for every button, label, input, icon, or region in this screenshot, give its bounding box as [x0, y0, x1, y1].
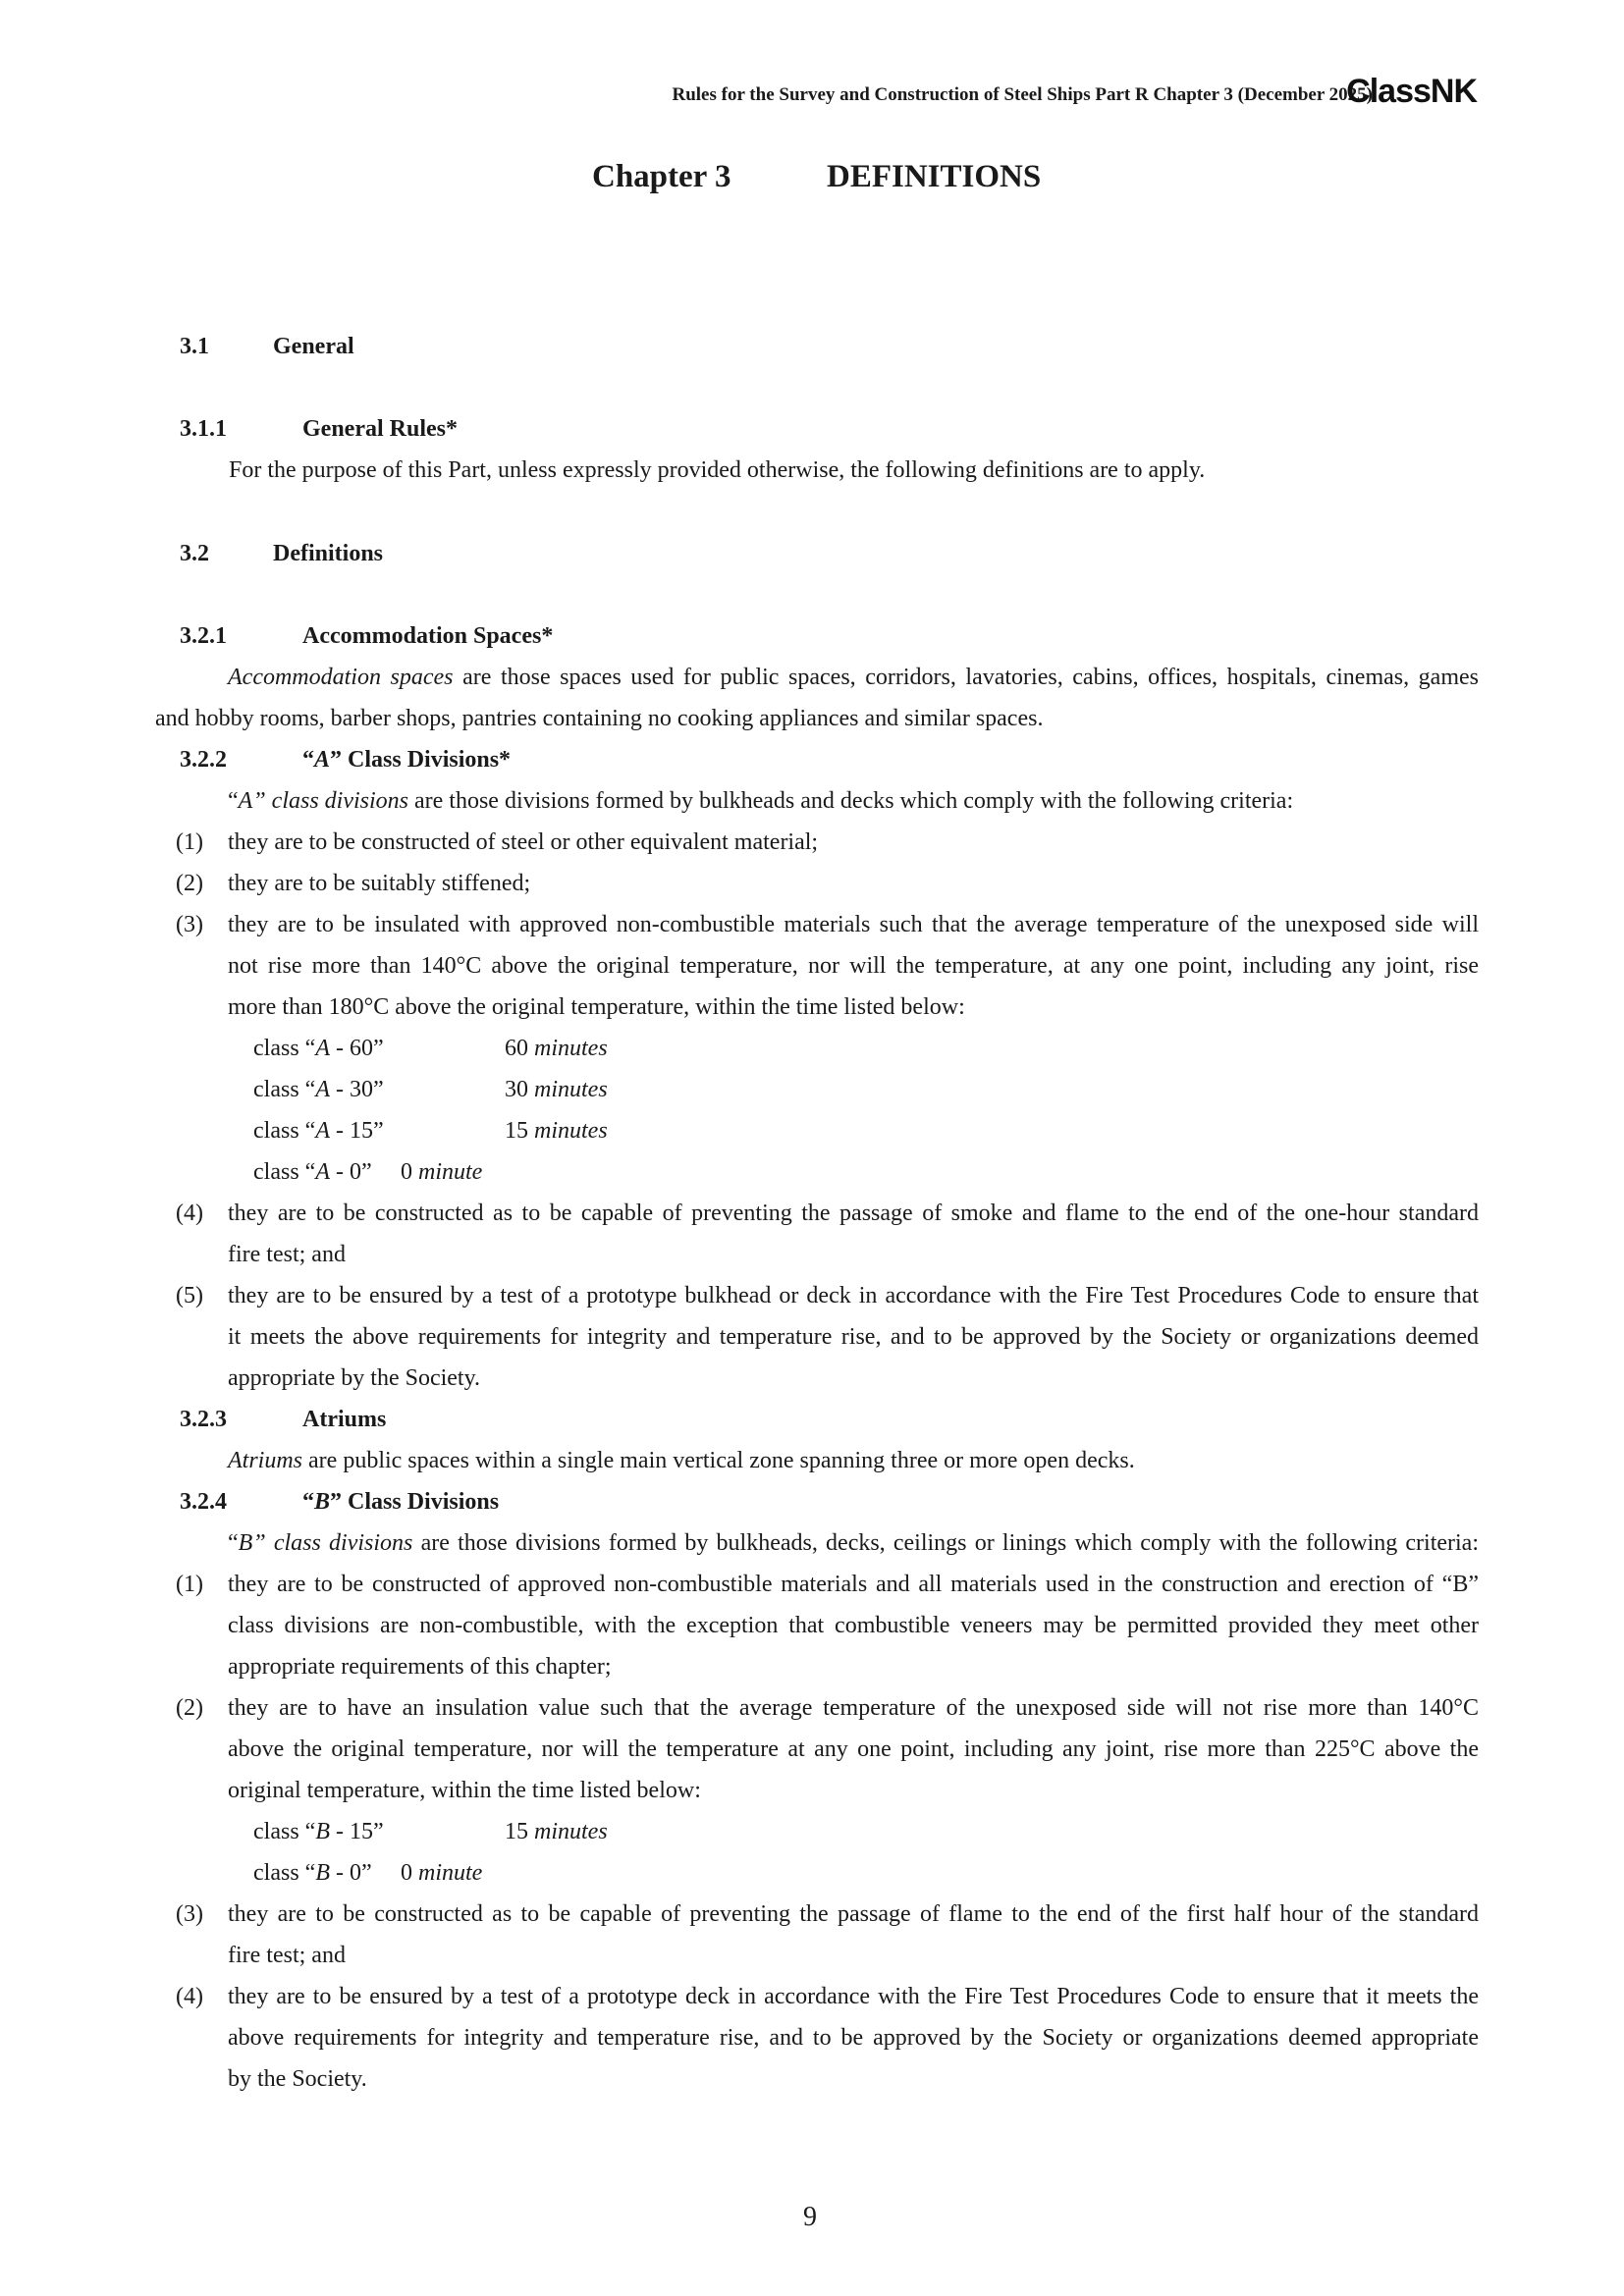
list-item-line: class divisions are non-combustible, with the exception that combustible veneers may be permitted provided they meet other	[228, 1613, 1479, 1638]
list-item-line: they are to be constructed of approved non-combustible materials and all materials used in the construction and erection of “B”	[228, 1572, 1479, 1597]
defined-term: Atriums	[228, 1448, 303, 1473]
class-label: class “B - 15”	[253, 1819, 384, 1844]
section-title: Definitions	[273, 541, 384, 566]
classnk-logo: ClassNK	[1346, 73, 1477, 110]
list-item-line: appropriate requirements of this chapter;	[228, 1654, 612, 1680]
class-label: class “A - 60”	[253, 1036, 384, 1061]
subsection-title: Atriums	[302, 1407, 387, 1432]
page-number: 9	[803, 2202, 817, 2232]
subsection-title: General Rules*	[302, 416, 458, 442]
subsection-number: 3.2.3	[180, 1407, 227, 1432]
class-label: class “B - 0”	[253, 1860, 372, 1886]
class-time: 30 minutes	[505, 1077, 608, 1102]
list-item-line: not rise more than 140°C above the original temperature, nor will the temperature, at any one point, including any joint, rise	[228, 953, 1479, 979]
list-item-line: appropriate by the Society.	[228, 1365, 481, 1391]
section-number: 3.2	[180, 541, 209, 566]
subsection-title: “B” Class Divisions	[302, 1489, 500, 1515]
list-number: (1)	[176, 1572, 203, 1597]
list-number: (2)	[176, 871, 203, 896]
class-label: class “A - 15”	[253, 1118, 384, 1144]
list-item-line: fire test; and	[228, 1943, 346, 1968]
class-time: 0 minute	[401, 1860, 483, 1886]
list-item-line: they are to be constructed as to be capable of preventing the passage of flame to the end of the first half hour of the standard	[228, 1901, 1479, 1927]
list-item-line: above requirements for integrity and temperature rise, and to be approved by the Society or organizations deemed appropriate	[228, 2025, 1479, 2051]
subsection-number: 3.1.1	[180, 416, 227, 442]
paragraph: “A” class divisions are those divisions formed by bulkheads and decks which comply with the following criteria:	[228, 788, 1294, 814]
class-time: 60 minutes	[505, 1036, 608, 1061]
defined-term: Accommodation spaces	[228, 665, 454, 690]
subsection-number: 3.2.4	[180, 1489, 227, 1515]
list-item-line: more than 180°C above the original temperature, within the time listed below:	[228, 994, 965, 1020]
subsection-number: 3.2.2	[180, 747, 227, 773]
subsection-number: 3.2.1	[180, 623, 227, 649]
list-item-line: original temperature, within the time listed below:	[228, 1778, 701, 1803]
subsection-title: Accommodation Spaces*	[302, 623, 554, 649]
list-number: (2)	[176, 1695, 203, 1721]
chapter-title: DEFINITIONS	[827, 159, 1042, 194]
list-item-line: they are to be insulated with approved non-combustible materials such that the average temperature of the unexposed side will	[228, 912, 1479, 937]
paragraph-line: and hobby rooms, barber shops, pantries containing no cooking appliances and similar spaces.	[155, 706, 1044, 731]
list-item-line: by the Society.	[228, 2066, 367, 2092]
list-item: they are to be suitably stiffened;	[228, 871, 531, 896]
list-item-line: above the original temperature, nor will the temperature at any one point, including any joint, rise more than 225°C above the	[228, 1736, 1479, 1762]
list-item-line: they are to be ensured by a test of a prototype deck in accordance with the Fire Test Procedures Code to ensure that it meets the	[228, 1984, 1479, 2009]
class-time: 0 minute	[401, 1159, 483, 1185]
section-number: 3.1	[180, 334, 209, 359]
list-number: (4)	[176, 1201, 203, 1226]
paragraph: Atriums are public spaces within a single main vertical zone spanning three or more open decks.	[228, 1448, 1135, 1473]
chapter-number: Chapter 3	[592, 159, 731, 194]
list-item-line: they are to have an insulation value such that the average temperature of the unexposed side will not rise more than 140°C	[228, 1695, 1479, 1721]
list-number: (3)	[176, 912, 203, 937]
paragraph: “B” class divisions are those divisions formed by bulkheads, decks, ceilings or linings which comply with the following criteria:	[228, 1530, 1480, 1556]
section-title: General	[273, 334, 354, 359]
list-item-line: it meets the above requirements for integrity and temperature rise, and to be approved by the Society or organizations deemed	[228, 1324, 1479, 1350]
list-number: (1)	[176, 829, 203, 855]
paragraph-line: Accommodation spaces are those spaces used for public spaces, corridors, lavatories, cabins, offices, hospitals, cinemas, games	[228, 665, 1479, 690]
defined-term: B” class divisions	[238, 1530, 413, 1556]
class-label: class “A - 0”	[253, 1159, 372, 1185]
defined-term: A” class divisions	[238, 788, 408, 814]
list-item: they are to be constructed of steel or other equivalent material;	[228, 829, 819, 855]
paragraph: For the purpose of this Part, unless expressly provided otherwise, the following definitions are to apply.	[229, 457, 1206, 483]
list-number: (3)	[176, 1901, 203, 1927]
running-header: Rules for the Survey and Construction of Steel Ships Part R Chapter 3 (December 2025)	[672, 84, 1373, 105]
list-item-line: fire test; and	[228, 1242, 346, 1267]
class-time: 15 minutes	[505, 1819, 608, 1844]
list-number: (5)	[176, 1283, 203, 1308]
class-label: class “A - 30”	[253, 1077, 384, 1102]
subsection-title: “A” Class Divisions*	[302, 747, 512, 773]
list-item-line: they are to be constructed as to be capable of preventing the passage of smoke and flame to the end of the one-hour standard	[228, 1201, 1479, 1226]
list-item-line: they are to be ensured by a test of a prototype bulkhead or deck in accordance with the Fire Test Procedures Code to ensure that	[228, 1283, 1479, 1308]
class-time: 15 minutes	[505, 1118, 608, 1144]
list-number: (4)	[176, 1984, 203, 2009]
